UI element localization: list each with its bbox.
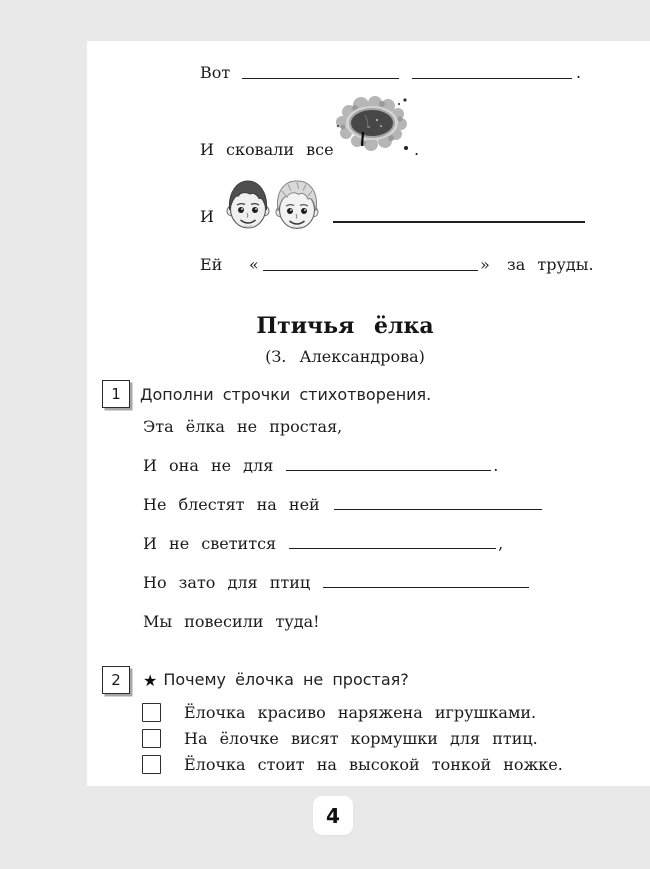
option-label: Ёлочка стоит на высокой тонкой ножке. (184, 754, 563, 774)
boy-dark-hair-image (225, 179, 271, 238)
frozen-puddle-image (335, 96, 409, 156)
exercise-1-number: 1 (111, 385, 121, 403)
fill-blank-4[interactable] (263, 270, 478, 271)
fill-line-4-suffix: за труды. (507, 255, 594, 274)
answer-options (142, 702, 563, 780)
poem-line (143, 573, 634, 598)
option-checkbox-1[interactable] (142, 703, 161, 722)
option-checkbox-2[interactable] (142, 729, 161, 748)
fill-line-4-close-quote: » (480, 255, 490, 274)
poem-line-text: И она не для (143, 456, 274, 475)
answer-option-row (142, 728, 563, 748)
poem-blank-1[interactable] (286, 457, 491, 471)
poem-line-after: . (493, 456, 499, 475)
poem-line-text: И не светится (143, 534, 277, 553)
exercise-1-number-box (102, 380, 130, 408)
answer-option-row (142, 702, 563, 722)
fill-blank-3[interactable] (333, 221, 585, 223)
option-checkbox-3[interactable] (142, 755, 161, 774)
poem-line (143, 417, 634, 442)
exercise-2-question: Почему ёлочка не простая? (163, 670, 409, 689)
poem-line-text: Не блестят на ней (143, 495, 320, 514)
poem-line-after: , (498, 534, 504, 553)
fill-line-1 (87, 56, 650, 82)
fill-line-3 (87, 182, 650, 238)
fill-line-2-period: . (414, 140, 420, 159)
star-icon: ★ (143, 671, 158, 690)
poem-blank-2[interactable] (334, 496, 542, 510)
poem-line (143, 456, 634, 481)
poem-section (143, 417, 634, 651)
poem-line-text: Мы повесили туда! (143, 612, 320, 631)
poem-line-text: Эта ёлка не простая, (143, 417, 343, 436)
boy-light-hair-image (273, 179, 321, 238)
exercise-2-number: 2 (111, 671, 121, 689)
fill-line-2-text: И сковали все (200, 140, 334, 159)
answer-option-row (142, 754, 563, 774)
poem-line (143, 495, 634, 520)
exercise-2-header (143, 670, 409, 689)
poem-line-text: Но зато для птиц (143, 573, 311, 592)
fill-line-4-prefix: Ей (200, 255, 223, 274)
poem-title: Птичья ёлка (256, 313, 434, 339)
poem-author: (З. Александрова) (265, 347, 425, 366)
option-label: Ёлочка красиво наряжена игрушками. (184, 702, 537, 722)
fill-line-4 (87, 248, 650, 274)
fill-line-1-period: . (576, 63, 582, 82)
poem-blank-4[interactable] (323, 574, 529, 588)
fill-line-4-open-quote: « (249, 255, 259, 274)
fill-line-3-prefix: И (200, 207, 214, 226)
poem-line (143, 534, 634, 559)
page-number: 4 (326, 803, 340, 828)
worksheet-page (87, 41, 650, 786)
page-number-badge (313, 796, 353, 835)
exercise-1-instruction: Дополни строчки стихотворения. (140, 385, 432, 404)
option-label: На ёлочке висят кормушки для птиц. (184, 728, 538, 748)
fill-blank-1b[interactable] (412, 78, 572, 79)
fill-blank-1a[interactable] (242, 78, 399, 79)
poem-blank-3[interactable] (289, 535, 496, 549)
fill-line-1-prefix: Вот (200, 63, 231, 82)
exercise-2-number-box (102, 666, 130, 694)
fill-line-2 (87, 97, 650, 159)
poem-line (143, 612, 634, 637)
